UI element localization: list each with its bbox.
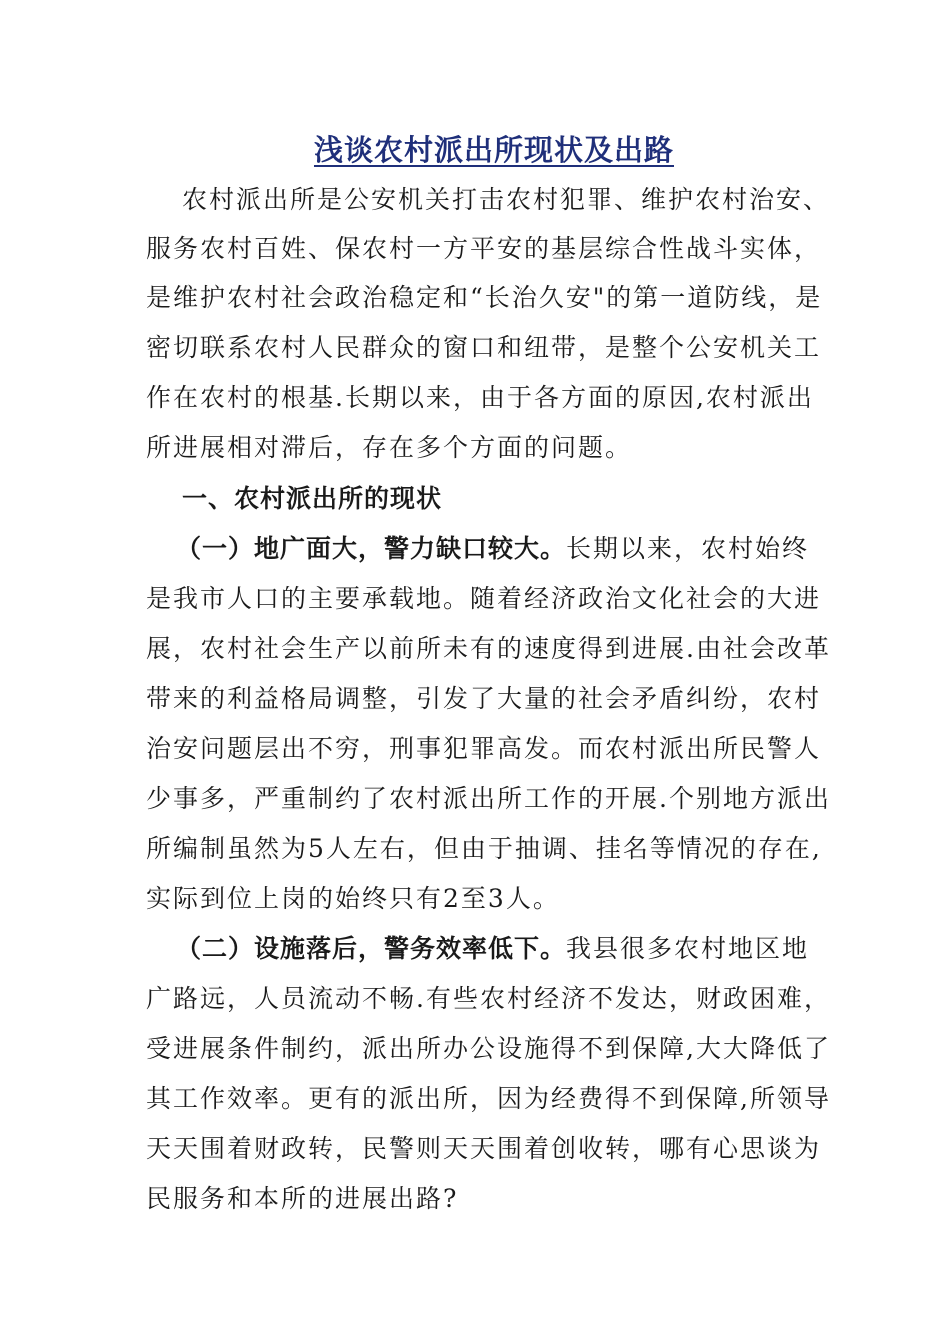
document-title: 浅谈农村派出所现状及出路 bbox=[313, 133, 674, 167]
subsection-1-line-6: 少事多，严重制约了农村派出所工作的开展.个别地方派出 bbox=[146, 784, 831, 813]
subsection-2-line-4: 其工作效率。更有的派出所，因为经费得不到保障,所领导 bbox=[146, 1084, 831, 1113]
subsection-2-line-5: 天天围着财政转，民警则天天围着创收转，哪有心思谈为 bbox=[146, 1134, 822, 1163]
intro-line-5: 作在农村的根基.长期以来，由于各方面的原因,农村派出 bbox=[146, 383, 814, 412]
subsection-2-line-6: 民服务和本所的进展出路? bbox=[146, 1184, 459, 1213]
intro-line-6: 所进展相对滞后，存在多个方面的问题。 bbox=[146, 433, 633, 462]
subsection-1-first-line bbox=[176, 529, 856, 569]
subsection-1-line-5: 治安问题层出不穷，刑事犯罪高发。而农村派出所民警人 bbox=[146, 734, 822, 763]
subsection-1-lead: （一）地广面大，警力缺口较大。 bbox=[176, 534, 567, 563]
subsection-1-line-3: 展，农村社会生产以前所未有的速度得到进展.由社会改革 bbox=[146, 634, 831, 663]
subsection-2-lead: （二）设施落后，警务效率低下。 bbox=[176, 934, 567, 963]
subsection-1-line-2: 是我市人口的主要承载地。随着经济政治文化社会的大进 bbox=[146, 584, 822, 613]
intro-line-4: 密切联系农村人民群众的窗口和纽带，是整个公安机关工 bbox=[146, 333, 822, 362]
subsection-1-line-4: 带来的利益格局调整，引发了大量的社会矛盾纠纷，农村 bbox=[146, 684, 822, 713]
intro-line-3: 是维护农村社会政治稳定和“长治久安"的第一道防线，是 bbox=[146, 283, 823, 312]
intro-line-2: 服务农村百姓、保农村一方平安的基层综合性战斗实体， bbox=[146, 234, 822, 263]
section-heading: 一、农村派出所的现状 bbox=[182, 484, 443, 513]
subsection-2-line-3: 受进展条件制约，派出所办公设施得不到保障,大大降低了 bbox=[146, 1034, 831, 1063]
subsection-1-line-7: 所编制虽然为5人左右，但由于抽调、挂名等情况的存在, bbox=[146, 834, 822, 863]
subsection-1-first-line-text: 长期以来，农村始终 bbox=[566, 534, 810, 563]
intro-line-1: 农村派出所是公安机关打击农村犯罪、维护农村治安、 bbox=[182, 185, 831, 214]
subsection-2-first-line bbox=[176, 929, 856, 969]
subsection-1-line-8: 实际到位上岗的始终只有2至3人。 bbox=[146, 884, 560, 913]
subsection-2-first-line-text: 我县很多农村地区地 bbox=[566, 934, 810, 963]
subsection-2-line-2: 广路远，人员流动不畅.有些农村经济不发达，财政困难， bbox=[146, 984, 831, 1013]
